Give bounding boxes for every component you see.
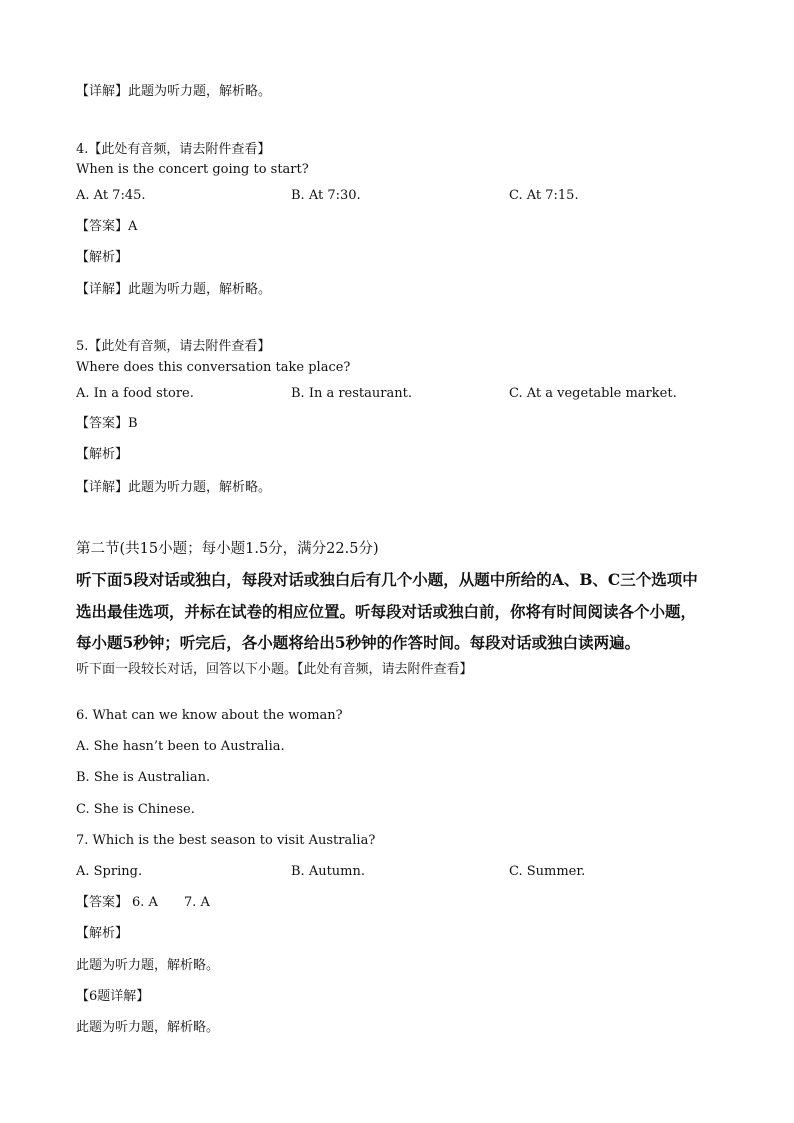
section2-instruction-line-2: 选出最佳选项，并标在试卷的相应位置。听每段对话或独白前，你将有时间阅读各个小题， xyxy=(76,602,697,621)
q7-option-b: B. Autumn. xyxy=(291,864,366,879)
section2-intro: 听下面一段较长对话，回答以下小题。【此处有音频，请去附件查看】 xyxy=(76,662,473,677)
q5-option-b: B. In a restaurant. xyxy=(291,386,412,401)
q6-option-c: C. She is Chinese. xyxy=(76,802,195,817)
q7-question: 7. Which is the best season to visit Australia? xyxy=(76,833,376,848)
q4-question: When is the concert going to start? xyxy=(76,162,309,177)
q4-option-c: C. At 7:15. xyxy=(509,188,579,203)
q4-answer: 【答案】A xyxy=(76,219,138,234)
q4-analysis: 【解析】 xyxy=(76,250,129,265)
answers-67-analysis-text: 此题为听力题，解析略。 xyxy=(76,958,220,973)
q5-option-c: C. At a vegetable market. xyxy=(509,386,677,401)
q5-number-line: 5.【此处有音频，请去附件查看】 xyxy=(76,339,271,354)
q5-analysis: 【解析】 xyxy=(76,447,129,462)
q5-detail: 【详解】此题为听力题，解析略。 xyxy=(76,480,272,495)
answer-6: 6. A xyxy=(132,895,158,910)
q7-option-a: A. Spring. xyxy=(76,864,143,879)
q6-option-b: B. She is Australian. xyxy=(76,770,211,785)
q4-detail: 【详解】此题为听力题，解析略。 xyxy=(76,282,272,297)
q6-question: 6. What can we know about the woman? xyxy=(76,708,343,723)
q6-option-a: A. She hasn’t been to Australia. xyxy=(76,739,285,754)
q4-option-b: B. At 7:30. xyxy=(291,188,361,203)
section2-instruction-line-1: 听下面5段对话或独白，每段对话或独白后有几个小题，从题中所给的A、B、C三个选项中 xyxy=(76,570,698,589)
q5-option-a: A. In a food store. xyxy=(76,386,194,401)
q6-detail-text: 此题为听力题，解析略。 xyxy=(76,1020,220,1035)
detail-line-q3: 【详解】此题为听力题，解析略。 xyxy=(76,84,272,99)
q6-detail-label: 【6题详解】 xyxy=(76,989,150,1004)
answers-67-analysis: 【解析】 xyxy=(76,926,129,941)
section2-heading: 第二节(共15小题；每小题1.5分，满分22.5分) xyxy=(76,541,379,557)
answers-67-label: 【答案】 xyxy=(76,895,129,910)
q5-answer: 【答案】B xyxy=(76,416,138,431)
q7-option-c: C. Summer. xyxy=(509,864,586,879)
answer-7: 7. A xyxy=(184,895,210,910)
q4-number-line: 4.【此处有音频，请去附件查看】 xyxy=(76,142,271,157)
q4-option-a: A. At 7:45. xyxy=(76,188,146,203)
section2-instruction-line-3: 每小题5秒钟；听完后，各小题将给出5秒钟的作答时间。每段对话或独白读两遍。 xyxy=(76,633,641,652)
q5-question: Where does this conversation take place? xyxy=(76,360,351,375)
